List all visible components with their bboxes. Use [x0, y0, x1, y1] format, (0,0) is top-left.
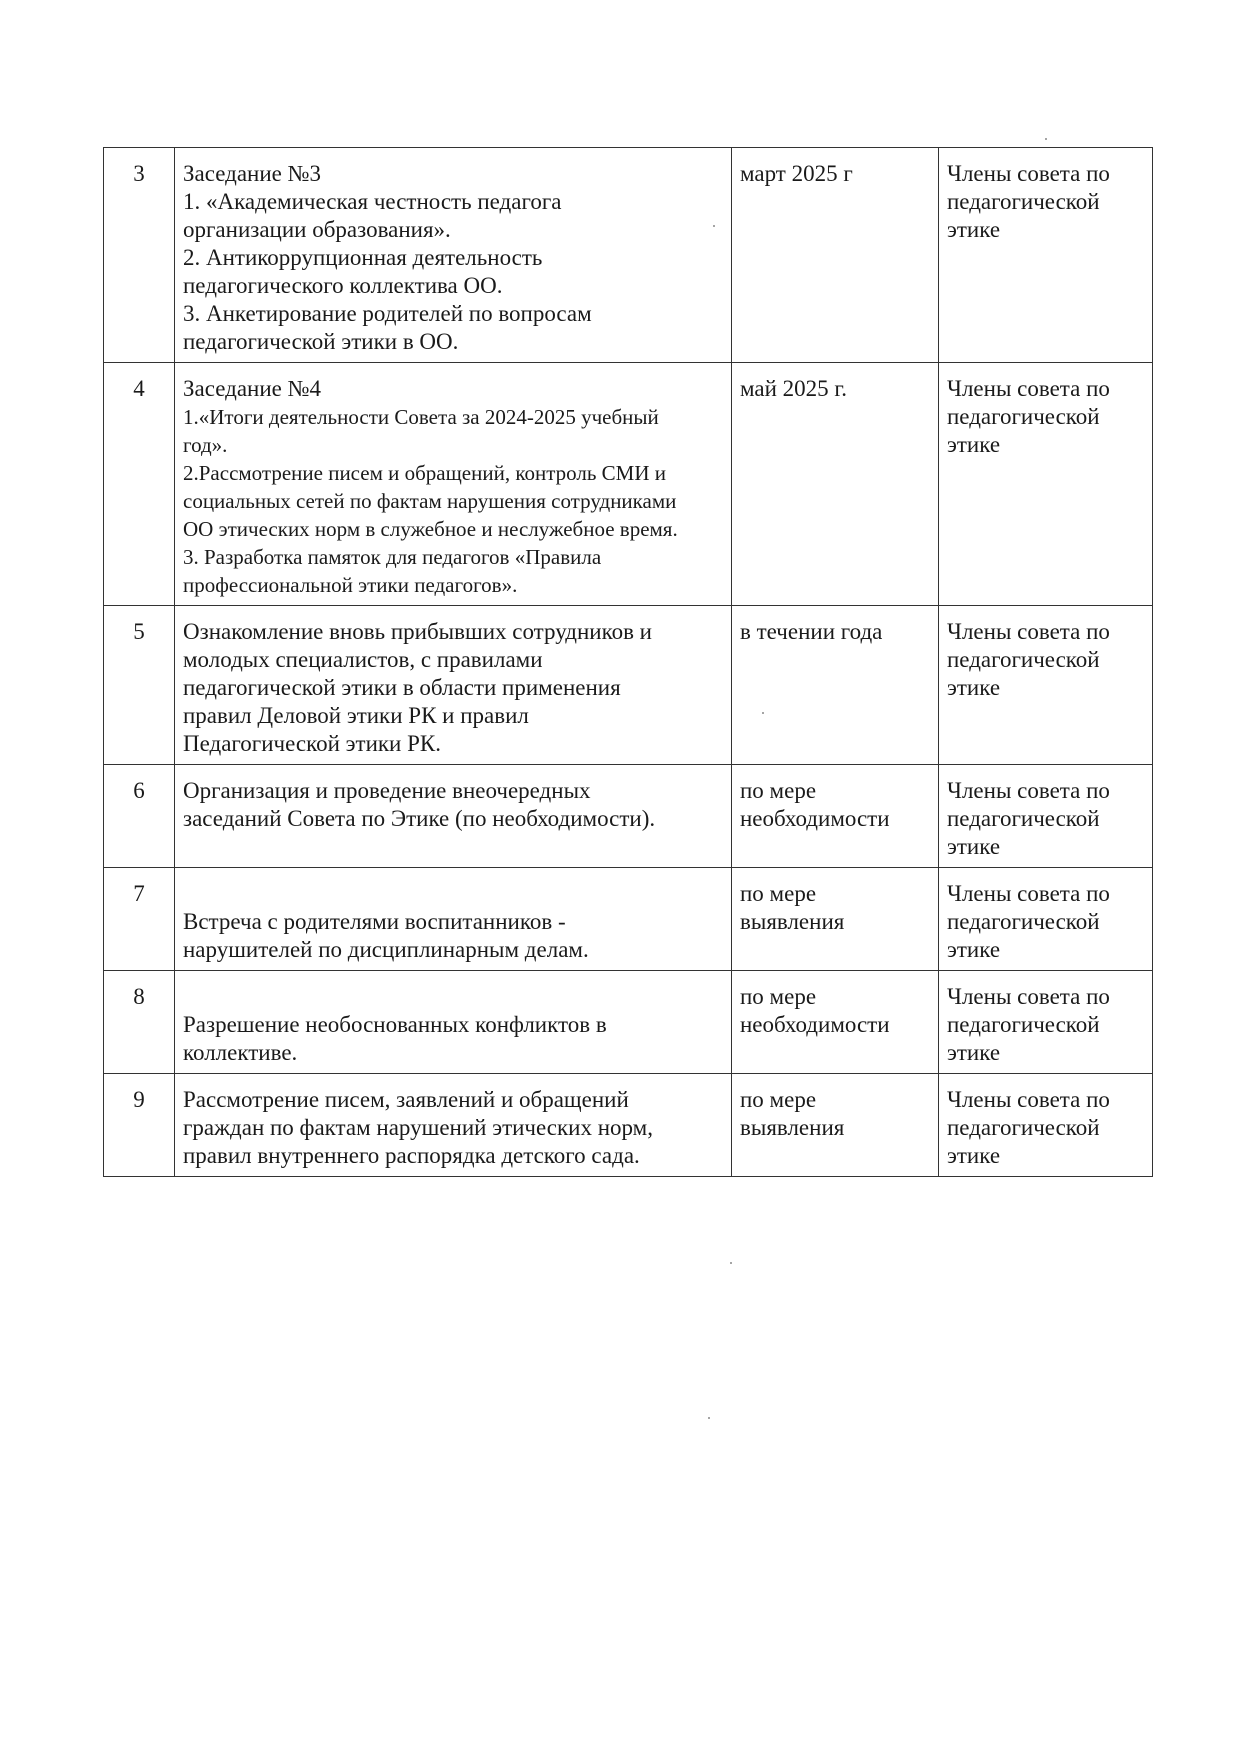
responsible-line: Члены совета по	[947, 881, 1110, 906]
scan-speck	[762, 712, 764, 714]
date-line: по мере	[740, 984, 817, 1009]
responsible-line: педагогической	[947, 909, 1100, 934]
date-cell	[732, 363, 939, 606]
responsible-line: этике	[947, 834, 1001, 859]
row-number: 6	[104, 765, 175, 868]
responsible-line: этике	[947, 1040, 1001, 1065]
date-line: май 2025 г.	[740, 376, 848, 401]
event-line: Встреча с родителями воспитанников -	[183, 909, 566, 934]
responsible-line: педагогической	[947, 1115, 1100, 1140]
event-line: год».	[183, 433, 228, 457]
responsible-line: педагогической	[947, 1012, 1100, 1037]
event-cell	[175, 1074, 732, 1177]
responsible-cell	[939, 606, 1153, 765]
event-line: правил внутреннего распорядка детского сада.	[183, 1143, 640, 1168]
event-line: коллективе.	[183, 1040, 298, 1065]
event-line: 3. Анкетирование родителей по вопросам	[183, 301, 592, 326]
date-cell	[732, 765, 939, 868]
event-line: Организация и проведение внеочередных	[183, 778, 591, 803]
event-line: 1.«Итоги деятельности Совета за 2024-2025 учебный	[183, 405, 659, 429]
responsible-line: этике	[947, 1143, 1001, 1168]
table-row	[104, 148, 1153, 363]
event-line: Рассмотрение писем, заявлений и обращений	[183, 1087, 629, 1112]
row-number: 4	[104, 363, 175, 606]
event-line: организации образования».	[183, 217, 451, 242]
event-line: нарушителей по дисциплинарным делам.	[183, 937, 589, 962]
row-number: 3	[104, 148, 175, 363]
event-cell	[175, 606, 732, 765]
date-line: по мере	[740, 1087, 817, 1112]
responsible-line: этике	[947, 675, 1001, 700]
plan-table-body	[104, 148, 1153, 1177]
table-row	[104, 363, 1153, 606]
date-line: по мере	[740, 881, 817, 906]
event-line: педагогической этики в области применения	[183, 675, 621, 700]
event-line: правил Деловой этики РК и правил	[183, 703, 529, 728]
date-cell	[732, 971, 939, 1074]
plan-table	[103, 147, 1153, 1177]
date-line: необходимости	[740, 806, 890, 831]
event-line: Педагогической этики РК.	[183, 731, 441, 756]
event-line: профессиональной этики педагогов».	[183, 573, 518, 597]
responsible-cell	[939, 363, 1153, 606]
table-row	[104, 1074, 1153, 1177]
responsible-line: педагогической	[947, 404, 1100, 429]
event-line: 2. Антикоррупционная деятельность	[183, 245, 543, 270]
date-line: по мере	[740, 778, 817, 803]
date-line: в течении года	[740, 619, 883, 644]
responsible-cell	[939, 971, 1153, 1074]
event-line: Ознакомление вновь прибывших сотрудников и	[183, 619, 652, 644]
event-line: граждан по фактам нарушений этических норм,	[183, 1115, 653, 1140]
table-row	[104, 765, 1153, 868]
scan-speck	[713, 225, 715, 227]
responsible-cell	[939, 148, 1153, 363]
event-line: Заседание №4	[183, 376, 322, 401]
table-row	[104, 971, 1153, 1074]
event-cell	[175, 868, 732, 971]
responsible-line: педагогической	[947, 647, 1100, 672]
event-cell	[175, 148, 732, 363]
responsible-line: Члены совета по	[947, 984, 1110, 1009]
table-row	[104, 606, 1153, 765]
responsible-line: Члены совета по	[947, 376, 1110, 401]
date-line: выявления	[740, 909, 845, 934]
event-line: социальных сетей по фактам нарушения сотрудниками	[183, 489, 677, 513]
responsible-line: этике	[947, 937, 1001, 962]
row-number: 8	[104, 971, 175, 1074]
event-line: молодых специалистов, с правилами	[183, 647, 543, 672]
event-line: 1. «Академическая честность педагога	[183, 189, 562, 214]
event-line: ОО этических норм в служебное и неслужебное время.	[183, 517, 678, 541]
event-spacer	[183, 880, 723, 908]
scan-speck	[708, 1417, 710, 1419]
date-cell	[732, 148, 939, 363]
responsible-line: Члены совета по	[947, 161, 1110, 186]
row-number: 7	[104, 868, 175, 971]
date-cell	[732, 606, 939, 765]
event-cell	[175, 971, 732, 1074]
table-row	[104, 868, 1153, 971]
event-spacer	[183, 983, 723, 1011]
responsible-cell	[939, 1074, 1153, 1177]
row-number: 9	[104, 1074, 175, 1177]
date-cell	[732, 1074, 939, 1177]
date-line: март 2025 г	[740, 161, 853, 186]
event-line: 2.Рассмотрение писем и обращений, контроль СМИ и	[183, 461, 666, 485]
responsible-line: педагогической	[947, 806, 1100, 831]
responsible-line: этике	[947, 432, 1001, 457]
event-line: 3. Разработка памяток для педагогов «Правила	[183, 545, 602, 569]
scan-speck	[1045, 138, 1047, 140]
scan-speck	[730, 1262, 732, 1264]
date-line: необходимости	[740, 1012, 890, 1037]
event-line: педагогической этики в ОО.	[183, 329, 459, 354]
responsible-cell	[939, 868, 1153, 971]
date-line: выявления	[740, 1115, 845, 1140]
responsible-line: Члены совета по	[947, 778, 1110, 803]
responsible-cell	[939, 765, 1153, 868]
event-line: Заседание №3	[183, 161, 322, 186]
row-number: 5	[104, 606, 175, 765]
responsible-line: Члены совета по	[947, 1087, 1110, 1112]
date-cell	[732, 868, 939, 971]
event-line: педагогического коллектива ОО.	[183, 273, 503, 298]
event-cell	[175, 765, 732, 868]
event-line: заседаний Совета по Этике (по необходимости).	[183, 806, 656, 831]
responsible-line: Члены совета по	[947, 619, 1110, 644]
responsible-line: этике	[947, 217, 1001, 242]
event-line: Разрешение необоснованных конфликтов в	[183, 1012, 607, 1037]
event-cell	[175, 363, 732, 606]
responsible-line: педагогической	[947, 189, 1100, 214]
